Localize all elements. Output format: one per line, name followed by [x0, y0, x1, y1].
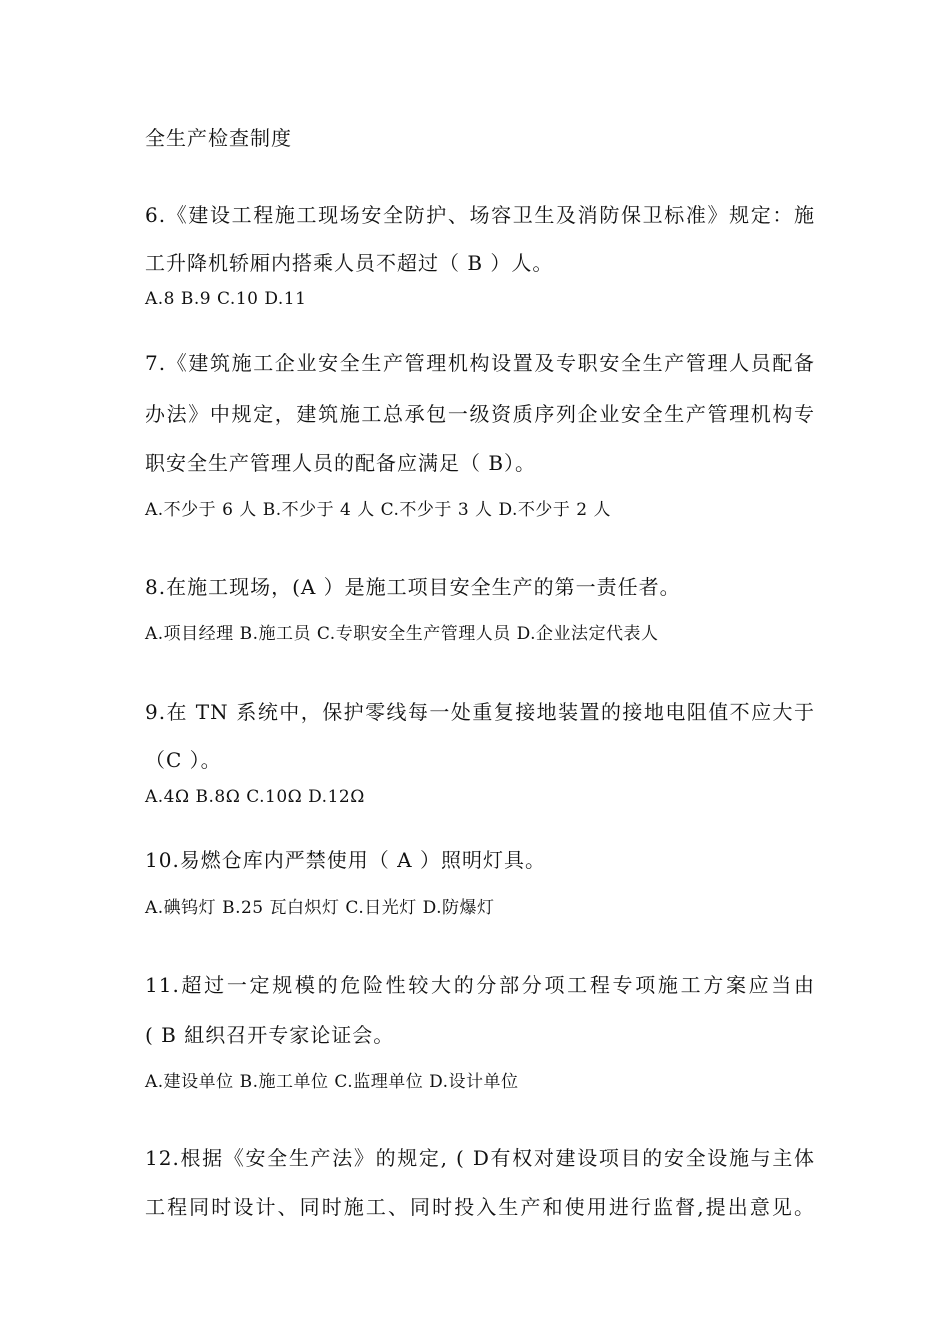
- question-11-line-1: 11.超过一定规模的危险性较大的分部分项工程专项施工方案应当由: [145, 973, 815, 997]
- question-12-line-2: 工程同时设计、同时施工、同时投入生产和使用进行监督,提出意见。: [145, 1195, 815, 1219]
- question-10-options: A.碘钨灯 B.25 瓦白炽灯 C.日光灯 D.防爆灯: [145, 898, 495, 918]
- question-6-line-1: 6.《建设工程施工现场安全防护、场容卫生及消防保卫标准》规定：施: [145, 203, 815, 227]
- question-8-line-1: 8.在施工现场，(A ）是施工项目安全生产的第一责任者。: [145, 575, 681, 599]
- question-10-line-1: 10.易燃仓库内严禁使用（ A ）照明灯具。: [145, 848, 546, 872]
- question-9-line-1: 9.在 TN 系统中，保护零线每一处重复接地装置的接地电阻值不应大于: [145, 700, 815, 724]
- question-6-line-2: 工升降机轿厢内搭乘人员不超过（ B ）人。: [145, 251, 554, 275]
- question-7-line-3: 职安全生产管理人员的配备应满足（ B）。: [145, 451, 537, 475]
- question-12-line-1: 12.根据《安全生产法》的规定, ( D有权对建设项目的安全设施与主体: [145, 1146, 815, 1170]
- question-7-line-2: 办法》中规定，建筑施工总承包一级资质序列企业安全生产管理机构专: [145, 402, 815, 426]
- question-8-options: A.项目经理 B.施工员 C.专职安全生产管理人员 D.企业法定代表人: [145, 624, 659, 644]
- question-7-line-1: 7.《建筑施工企业安全生产管理机构设置及专职安全生产管理人员配备: [145, 351, 815, 375]
- question-9-options: A.4Ω B.8Ω C.10Ω D.12Ω: [145, 787, 365, 807]
- question-6-options: A.8 B.9 C.10 D.11: [145, 289, 307, 309]
- question-7-options: A.不少于 6 人 B.不少于 4 人 C.不少于 3 人 D.不少于 2 人: [145, 500, 612, 520]
- question-11-options: A.建设单位 B.施工单位 C.监理单位 D.设计单位: [145, 1072, 519, 1092]
- question-9-line-2: （C ）。: [145, 748, 222, 772]
- question-11-line-2: ( B 組织召开专家论证会。: [145, 1023, 395, 1047]
- text-line: 全生产检查制度: [145, 126, 292, 150]
